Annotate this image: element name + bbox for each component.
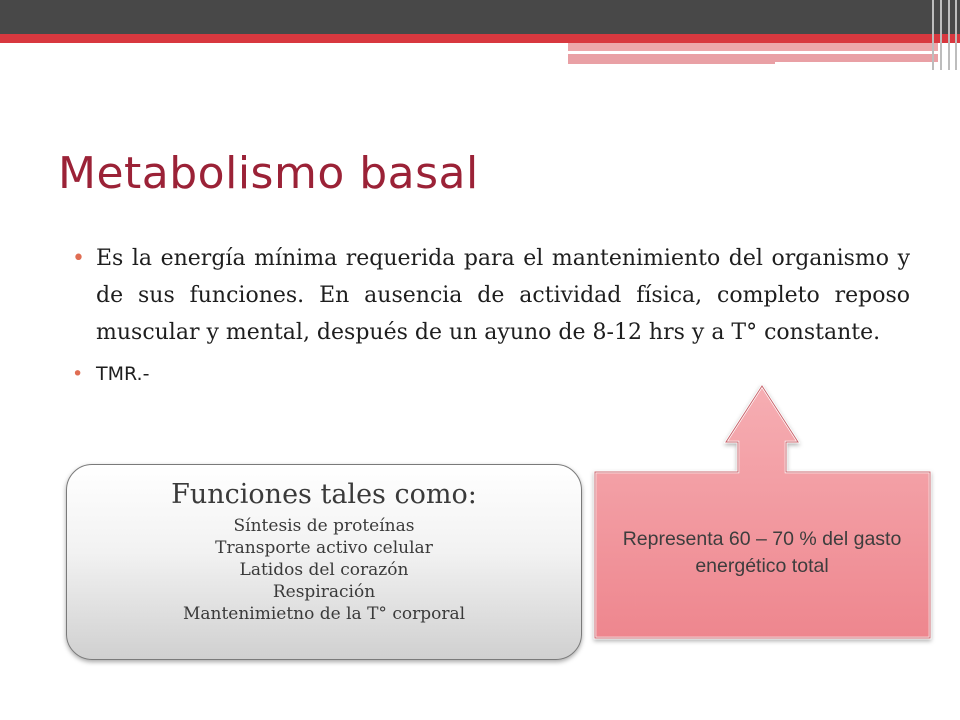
bullet-definition: • Es la energía mínima requerida para el mantenimiento del organismo y de sus funciones. En ausencia de actividad física, completo reposo muscular y mental, después de un ayuno de 8-12 hrs y a T° constante. <box>70 240 910 351</box>
callout-text: Representa 60 – 70 % del gasto energético total <box>622 528 902 577</box>
function-item: Transporte activo celular <box>215 538 433 558</box>
function-item: Latidos del corazón <box>239 560 409 580</box>
function-item: Síntesis de proteínas <box>233 516 415 536</box>
slide-title: Metabolismo basal <box>58 148 479 199</box>
functions-heading: Funciones tales como: <box>171 479 477 510</box>
bullet-tmr: • TMR.- <box>70 363 910 385</box>
function-item: Respiración <box>272 582 376 602</box>
function-item: Mantenimietno de la T° corporal <box>182 604 466 624</box>
